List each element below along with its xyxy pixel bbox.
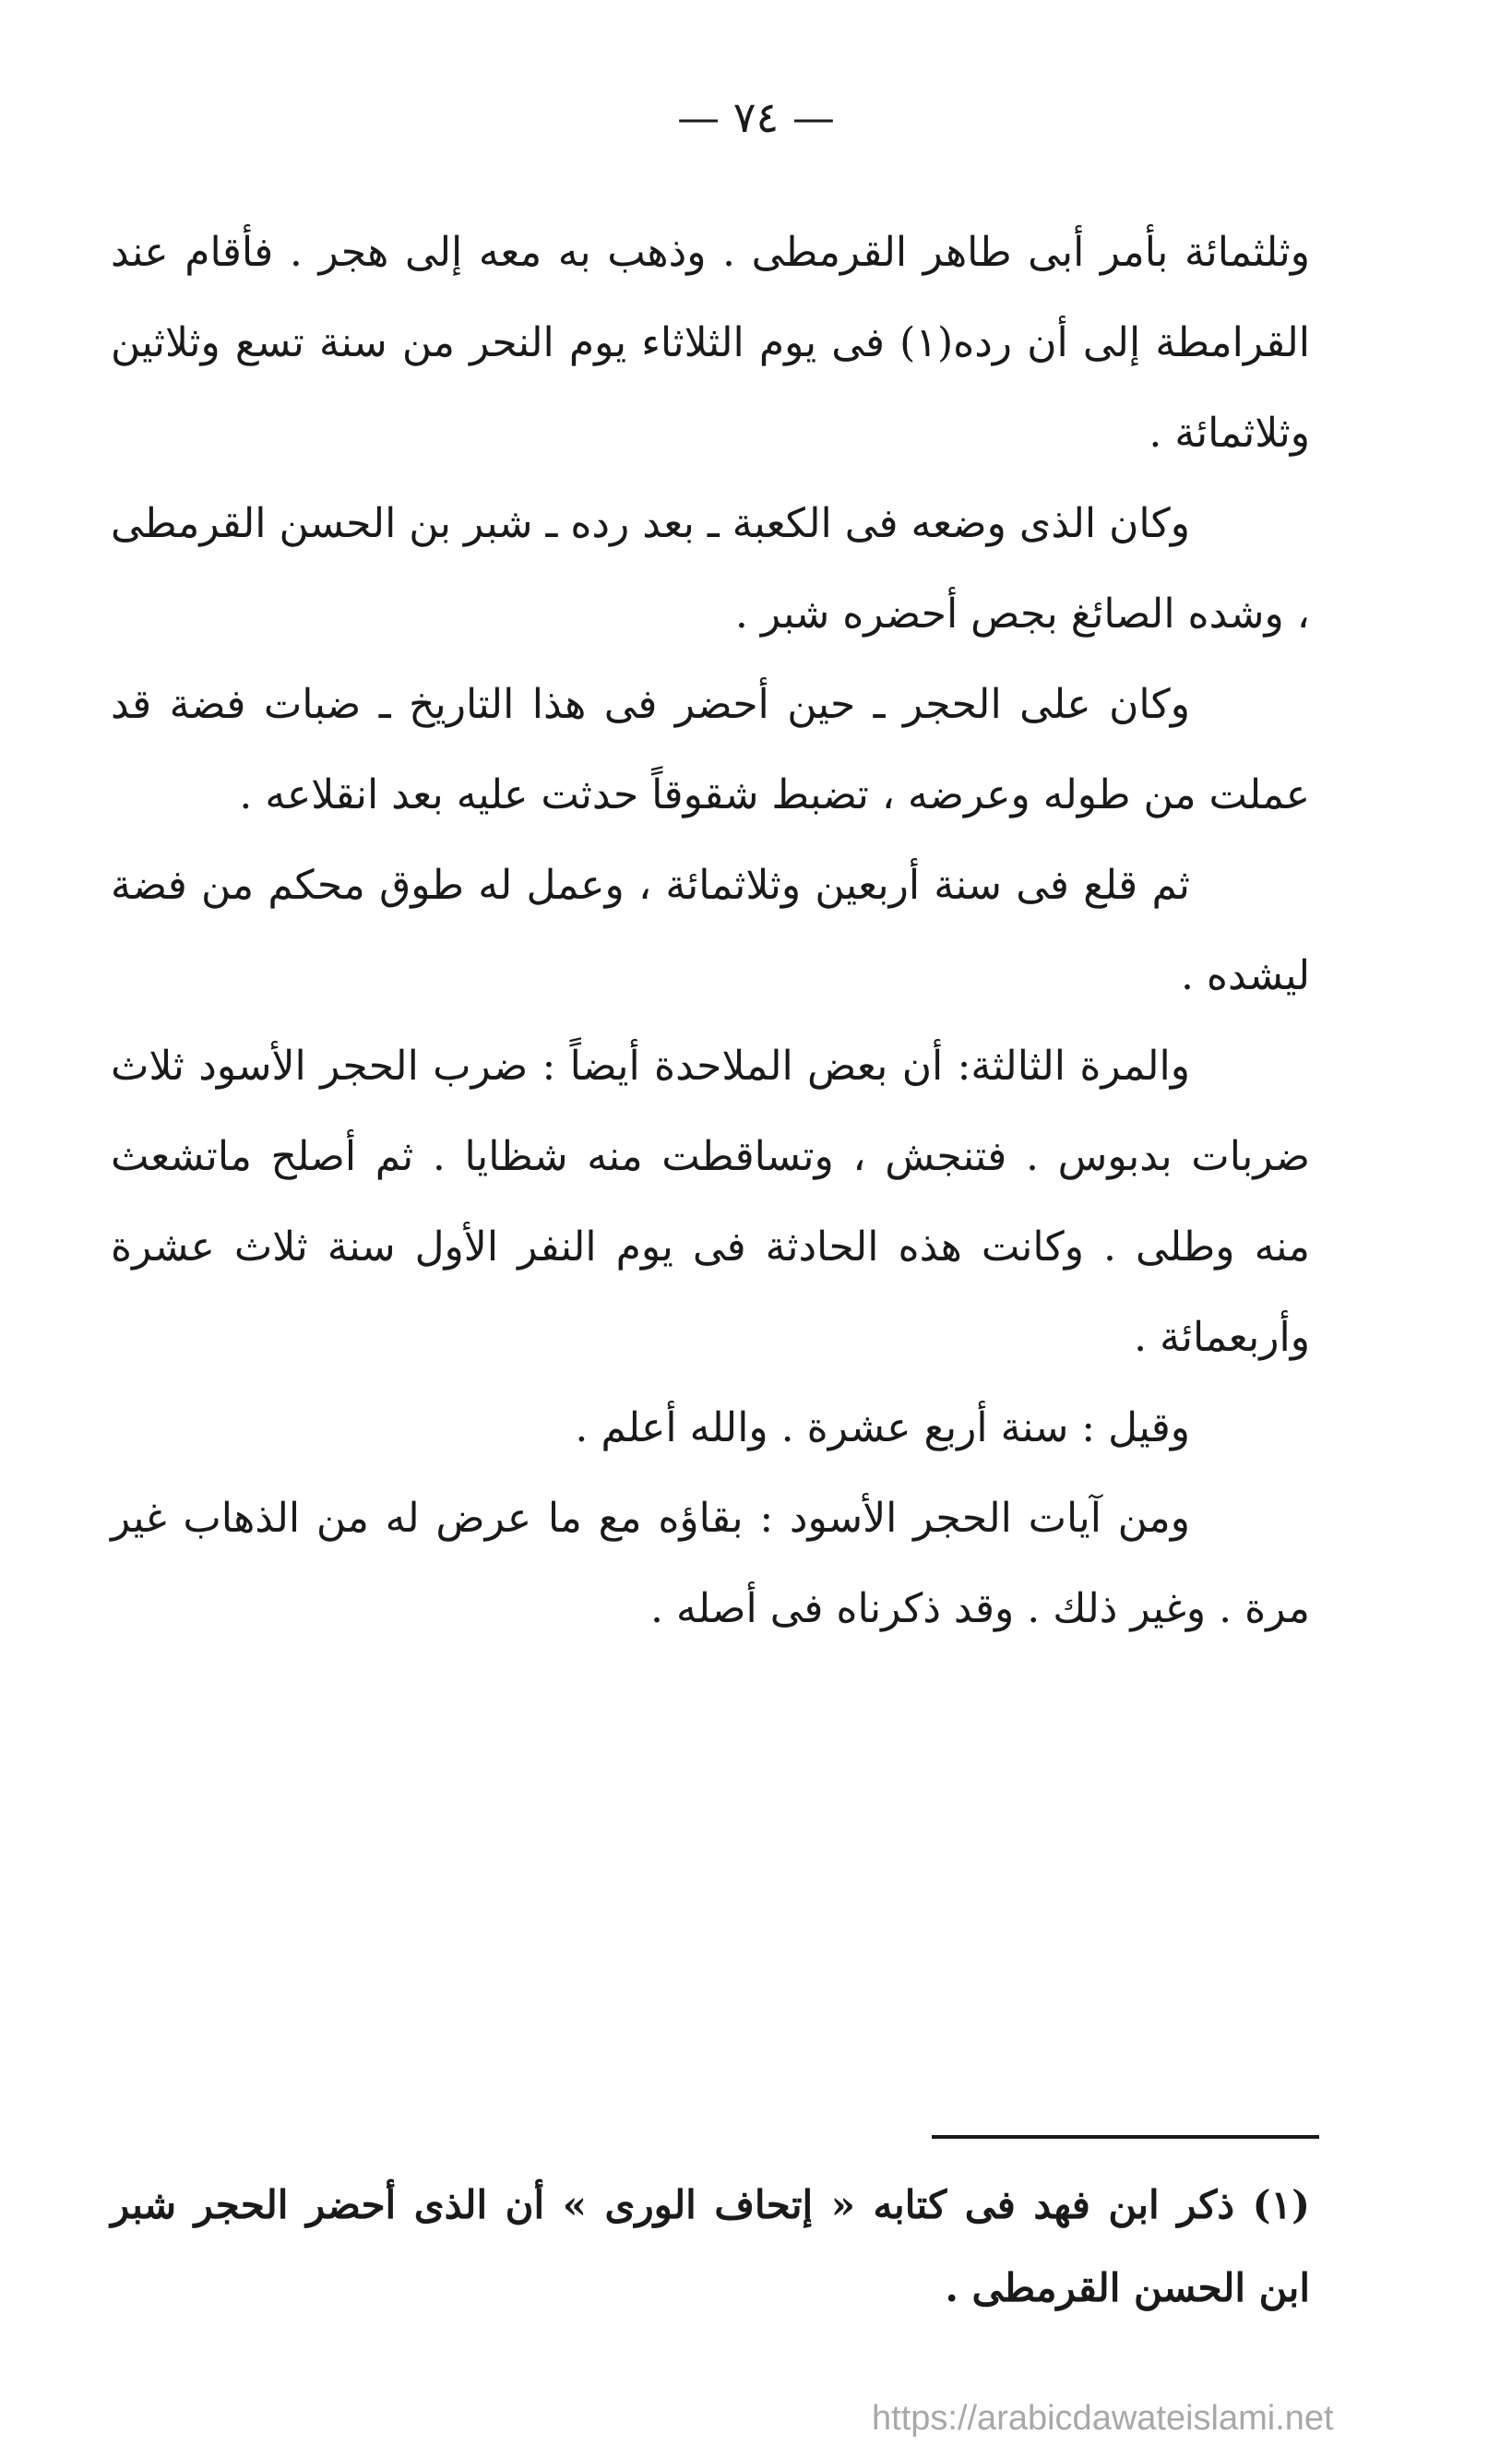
- paragraph-4: ثم قلع فى سنة أربعين وثلاثمائة ، وعمل له طوق محكم من فضة ليشده .: [111, 862, 1310, 999]
- footnote-divider: [932, 2135, 1319, 2139]
- page-number: — ٧٤ —: [677, 92, 835, 142]
- body-text: [111, 208, 1310, 1654]
- watermark-url: https://arabicdawateislami.net: [872, 2399, 1334, 2438]
- footnote-text: (١) ذكر ابن فهد فى كتابه « إتحاف الورى » أن الذى أحضر الحجر شبر ابن الحسن القرمطى .: [111, 2182, 1310, 2310]
- paragraph-6: وقيل : سنة أربع عشرة . والله أعلم .: [575, 1404, 1190, 1451]
- footnote: [111, 2164, 1310, 2330]
- paragraph-3: وكان على الحجر ـ حين أحضر فى هذا التاريخ ـ ضبات فضة قد عملت من طوله وعرضه ، تضبط شقوقاً حدثت عليه بعد انقلاعه .: [111, 681, 1310, 818]
- paragraph-5: والمرة الثالثة: أن بعض الملاحدة أيضاً : ضرب الحجر الأسود ثلاث ضربات بدبوس . فتنجش ، وتساقطت منه شظايا . ثم أصلح ماتشعث منه وطلى . وكانت هذه الحادثة فى يوم النفر الأول سنة ثلاث عشرة وأربعمائة .: [111, 1043, 1310, 1361]
- paragraph-1: وثلثمائة بأمر أبى طاهر القرمطى . وذهب به معه إلى هجر . فأقام عند القرامطة إلى أن رده(١) فى يوم الثلاثاء يوم النحر من سنة تسع وثلاثين وثلاثمائة .: [111, 229, 1310, 457]
- paragraph-7: ومن آيات الحجر الأسود : بقاؤه مع ما عرض له من الذهاب غير مرة . وغير ذلك . وقد ذكرناه فى أصله .: [111, 1495, 1310, 1632]
- paragraph-2: وكان الذى وضعه فى الكعبة ـ بعد رده ـ شبر بن الحسن القرمطى ، وشده الصائغ بجص أحضره شبر .: [111, 500, 1310, 638]
